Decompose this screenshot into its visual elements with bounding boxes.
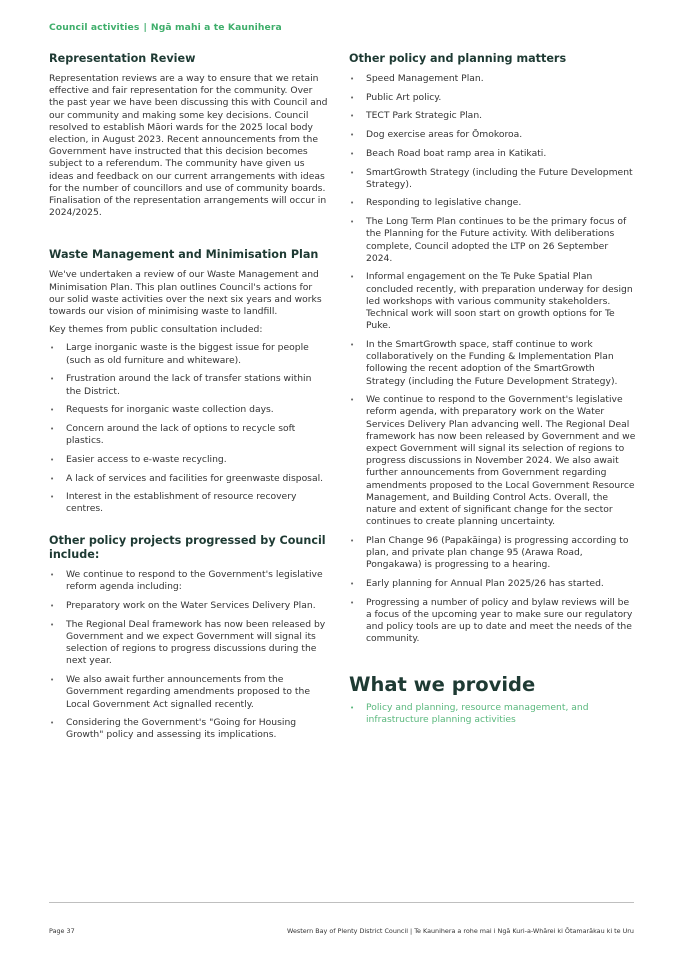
page-number: Page 37 — [49, 927, 75, 935]
list-item: • The Long Term Plan continues to be the primary focus of the Planning for the Future activity. With deliberations complete, Council adopted the LTP on 26 September 2024. — [349, 216, 636, 265]
provide-list — [349, 702, 636, 726]
list-item: • Informal engagement on the Te Puke Spatial Plan concluded recently, with preparation underway for design led workshops with various community stakeholders. Technical work will soon start on growth options for Te Puke. — [349, 271, 636, 332]
list-item: • Easier access to e-waste recycling. — [49, 454, 329, 466]
list-item: • Responding to legislative change. — [349, 197, 636, 209]
list-item: • Speed Management Plan. — [349, 73, 636, 85]
list-item: • Beach Road boat ramp area in Katikati. — [349, 148, 636, 160]
header-section-maori: Ngā mahi a te Kaunihera — [150, 22, 282, 33]
waste-title: Waste Management and Minimisation Plan — [49, 248, 319, 262]
waste-body: We've undertaken a review of our Waste Management and Minimisation Plan. This plan outlines Council's actions for our solid waste activities over the next six years and works towards our vision of minimising waste to landfill. — [49, 269, 322, 318]
list-item: • We continue to respond to the Government's legislative reform agenda including: — [49, 569, 329, 593]
left-column — [49, 52, 329, 748]
publication-title: Western Bay of Plenty District Council | Te Kaunihera a rohe mai i Ngā Kuri-a-Whārei ki Ōtamarākau ki te Uru — [287, 927, 634, 935]
list-item: • Dog exercise areas for Ōmokoroa. — [349, 129, 636, 141]
list-item: • The Regional Deal framework has now been released by Government and we expect Government will signal its selection of regions to progress discussions during the next year. — [49, 619, 329, 668]
representation-body: Representation reviews are a way to ensure that we retain effective and fair representation for the community. Over the past year we have been discussing this with Council and our community and making some key decisions. Council resolved to establish Māori wards for the 2025 local body election, in August 2023. Recent announcements from the Government have instructed that this decision becomes subject to a referendum. The community have given us ideas and feedback on our current arrangements with ideas for the number of councillors and use of community boards. Finalisation of the representation arrangements will occur in 2024/2025. — [49, 73, 328, 219]
list-item: • Preparatory work on the Water Services Delivery Plan. — [49, 600, 329, 612]
list-item: • Plan Change 96 (Papakāinga) is progressing according to plan, and private plan change 95 (Arawa Road, Pongakawa) is progressing to a hearing. — [349, 535, 636, 572]
list-item: • We also await further announcements from the Government regarding amendments proposed to the Local Government Act signalled recently. — [49, 674, 329, 711]
list-item: • Concern around the lack of options to recycle soft plastics. — [49, 423, 329, 447]
list-item: • A lack of services and facilities for greenwaste disposal. — [49, 473, 329, 485]
representation-title: Representation Review — [49, 52, 196, 65]
list-item: • Frustration around the lack of transfer stations within the District. — [49, 373, 329, 397]
right-column — [349, 52, 636, 733]
header-separator: | — [143, 22, 147, 33]
projects-list — [49, 569, 329, 741]
header-section: Council activities — [49, 22, 140, 33]
list-item: • We continue to respond to the Government's legislative reform agenda, with preparatory work on the Water Services Delivery Plan advancing well. The Regional Deal framework has now been released by Government and we expect Government will signal its selection of regions to progress discussions in November 2024. We also await further announcements from Government regarding amendments proposed to the Local Government Resource Management, and Building Control Acts. Overall, the nature and extent of significant change for the sector continues to create planning uncertainty. — [349, 394, 636, 528]
list-item: • Public Art policy. — [349, 92, 636, 104]
list-item: • Large inorganic waste is the biggest issue for people (such as old furniture and whiteware). — [49, 342, 329, 366]
list-item: • Progressing a number of policy and bylaw reviews will be a focus of the upcoming year to make sure our regulatory and policy tools are up to date and meet the needs of the community. — [349, 597, 636, 646]
list-item: • Early planning for Annual Plan 2025/26 has started. — [349, 578, 636, 590]
list-item: • Interest in the establishment of resource recovery centres. — [49, 491, 329, 515]
waste-themes-intro: Key themes from public consultation included: — [49, 324, 263, 336]
other-matters-title: Other policy and planning matters — [349, 52, 567, 65]
list-item: • Considering the Government's "Going for Housing Growth" policy and assessing its implications. — [49, 717, 329, 741]
provide-title: What we provide — [349, 672, 536, 696]
running-header — [49, 22, 282, 33]
list-item: • Policy and planning, resource management, and infrastructure planning activities — [349, 702, 636, 726]
projects-title: Other policy projects progressed by Council include: — [49, 534, 326, 562]
list-item: • SmartGrowth Strategy (including the Future Development Strategy). — [349, 167, 636, 191]
waste-themes-list — [49, 342, 329, 515]
list-item: • TECT Park Strategic Plan. — [349, 110, 636, 122]
footer-divider — [49, 902, 634, 903]
list-item: • Requests for inorganic waste collection days. — [49, 404, 329, 416]
list-item: • In the SmartGrowth space, staff continue to work collaboratively on the Funding & Implementation Plan following the recent adoption of the SmartGrowth Strategy (including the Future Development Strategy). — [349, 339, 636, 388]
other-matters-list — [349, 73, 636, 646]
